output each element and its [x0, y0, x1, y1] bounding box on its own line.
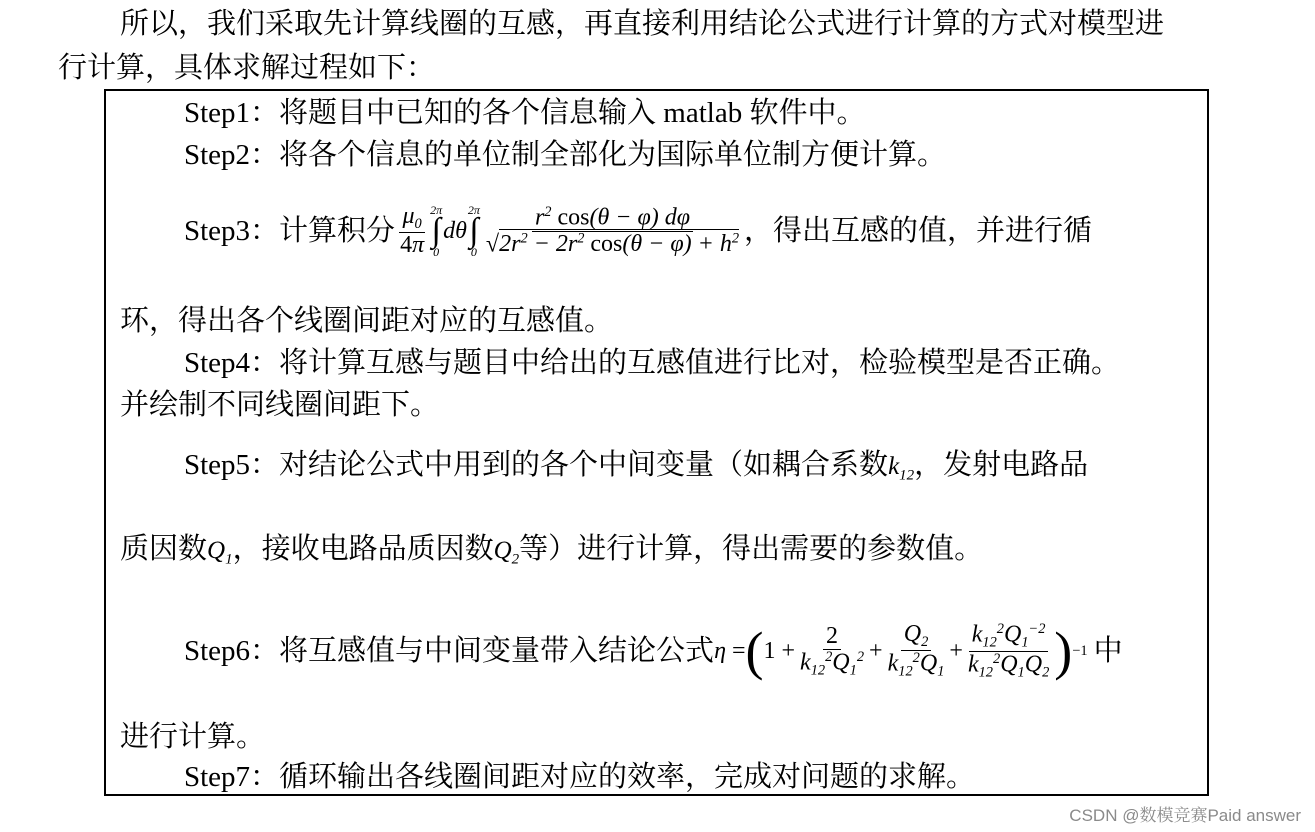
step6-continuation: 进行计算。: [120, 721, 266, 753]
step5-text-b: ，发射电路品: [914, 449, 1089, 481]
step3-label: Step3：计算积分: [184, 215, 396, 247]
step5-text-c: 质因数: [120, 533, 208, 565]
step5-continuation: [120, 531, 983, 577]
step3-continuation: 环，得出各个线圈间距对应的互感值。: [120, 305, 614, 337]
step6-tail: 中: [1093, 635, 1123, 667]
intro-line-2: 行计算，具体求解过程如下：: [58, 52, 436, 84]
step4: Step4：将计算互感与题目中给出的互感值进行比对，检验模型是否正确。: [184, 347, 1121, 379]
step2: Step2：将各个信息的单位制全部化为国际单位制方便计算。: [184, 139, 947, 171]
steps-box: [104, 89, 1209, 796]
step3-line: [184, 195, 1092, 267]
step1: Step1：将题目中已知的各个信息输入 matlab 软件中。: [184, 97, 866, 129]
step3-result: ，得出互感的值，并进行循: [744, 215, 1093, 247]
step4-continuation: 并绘制不同线圈间距下。: [120, 389, 440, 421]
efficiency-formula: η = ( 1 + $\frac{2}{k_{12}^2Q_1^2}$ + $\frac{Q_2}{k_{12}^2Q_1}$ + $\frac{k_{12}^2Q_1^{-2}}{k_{12}^2Q_1Q_2}$ ) −1: [714, 620, 1088, 681]
step6-line: [184, 611, 1123, 691]
step5: [184, 447, 1088, 493]
step5-text-a: Step5：对结论公式中用到的各个中间变量（如耦合系数: [184, 449, 889, 481]
intro-line-1: 所以，我们采取先计算线圈的互感，再直接利用结论公式进行计算的方式对模型进: [120, 8, 1165, 40]
step6-text: Step6：将互感值与中间变量带入结论公式: [184, 635, 715, 667]
step7: Step7：循环输出各线圈间距对应的效率，完成对问题的求解。: [184, 761, 976, 793]
k12-symbol: $k_{12}$: [888, 453, 915, 484]
watermark: CSDN @数模竞赛Paid answer: [1069, 806, 1301, 825]
mutual-inductance-integral: $\frac{\mu_0}{4\pi}$ 2π ∫ 0 dθ 2π ∫ 0 $\frac{r^2 \cos(\theta - \varphi) d\varphi}{√2r^2 - 2r^2 \cos(\theta - \varphi) + h^2}$: [400, 202, 740, 260]
q1-symbol: $Q_1$: [207, 537, 233, 568]
q2-symbol: $Q_2$: [493, 537, 520, 568]
step5-text-e: 等）进行计算，得出需要的参数值。: [519, 533, 984, 565]
step5-text-d: ，接收电路品质因数: [232, 533, 494, 565]
